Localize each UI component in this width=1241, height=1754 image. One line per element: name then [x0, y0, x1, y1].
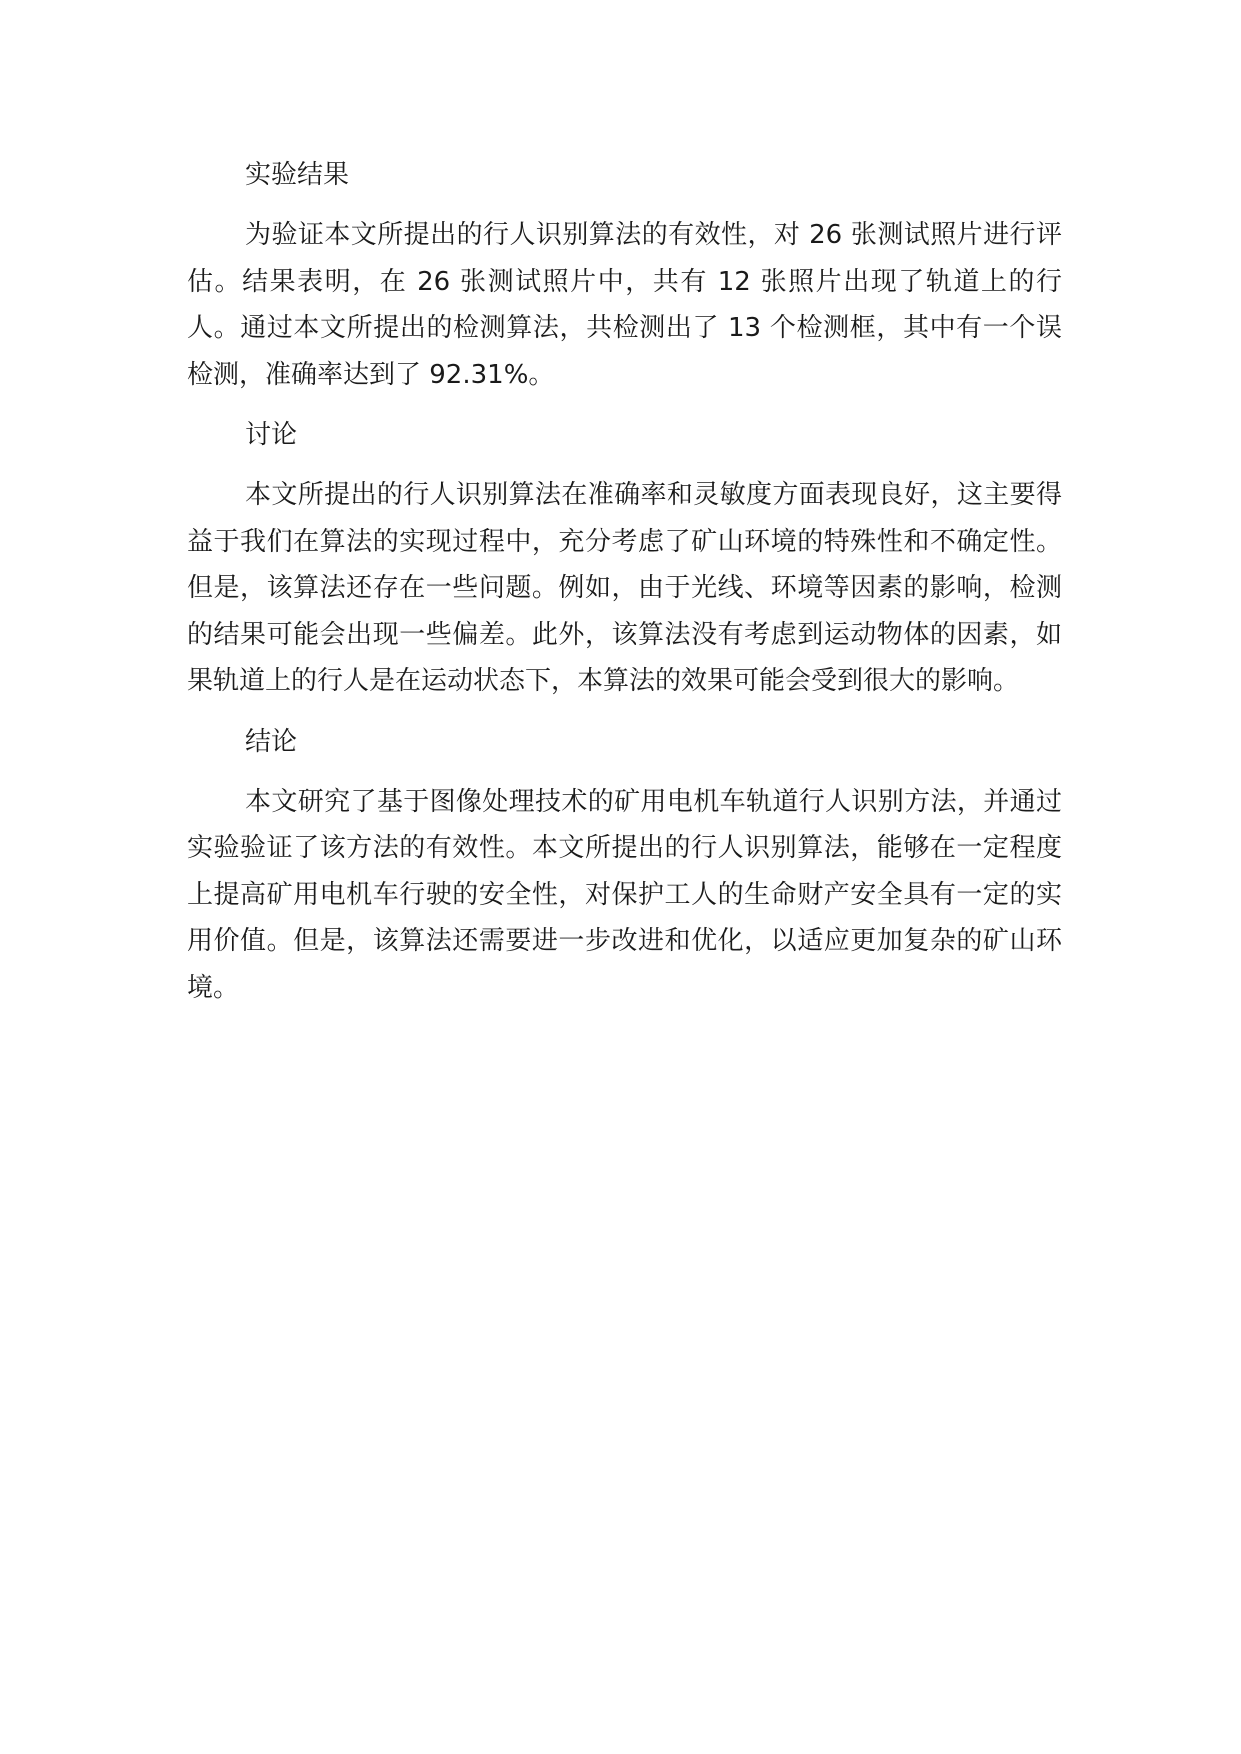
section-heading-discussion: 讨论: [245, 420, 298, 450]
section-body-discussion: 本文所提出的行人识别算法在准确率和灵敏度方面表现良好，这主要得益于我们在算法的实现过程中，充分考虑了矿山环境的特殊性和不确定性。但是，该算法还存在一些问题。例如，由于光线、环境等因素的影响，检测的结果可能会出现一些偏差。此外，该算法没有考虑到运动物体的因素，如果轨道上的行人是在运动状态下，本算法的效果可能会受到很大的影响。: [187, 480, 1062, 696]
section-body-results: 为验证本文所提出的行人识别算法的有效性，对 26 张测试照片进行评估。结果表明，在 26 张测试照片中，共有 12 张照片出现了轨道上的行人。通过本文所提出的检测算法，共检测出了 13 个检测框，其中有一个误检测，准确率达到了 92.31%。: [187, 220, 1062, 390]
section-heading-conclusion: 结论: [245, 726, 298, 757]
section-body-conclusion: 本文研究了基于图像处理技术的矿用电机车轨道行人识别方法，并通过实验验证了该方法的有效性。本文所提出的行人识别算法，能够在一定程度上提高矿用电机车行驶的安全性，对保护工人的生命财产安全具有一定的实用价值。但是，该算法还需要进一步改进和优化，以适应更加复杂的矿山环境。: [187, 786, 1062, 1003]
document-page: [187, 152, 1062, 1023]
section-heading-results: 实验结果: [245, 160, 350, 190]
